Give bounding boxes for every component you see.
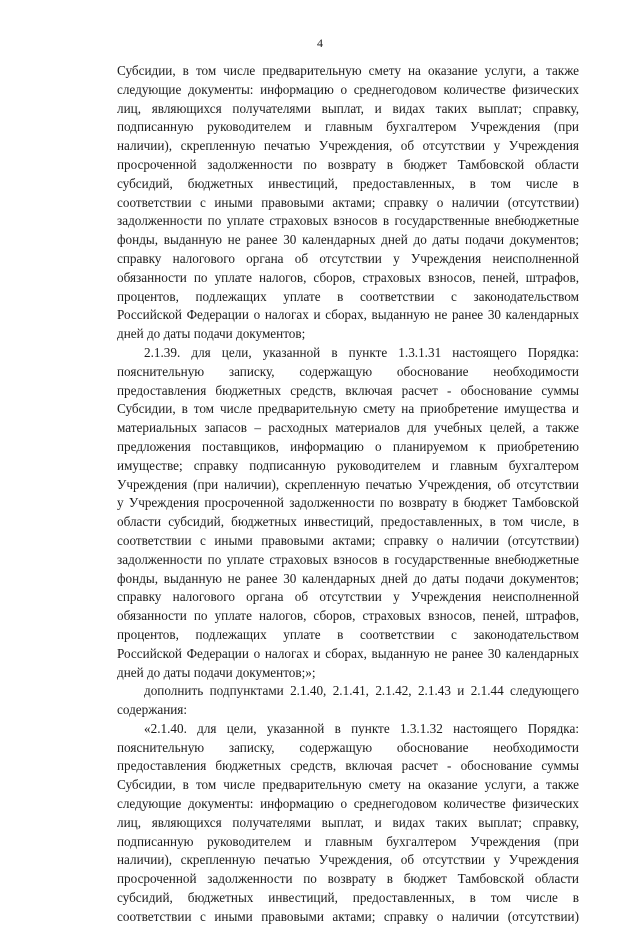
text-line: следующие документы: информацию о среднегодовом количестве физических [117,81,579,97]
text-line: подписанную руководителем и главным бухгалтером Учреждения (при [117,833,579,849]
text-line: дней до даты подачи документов; [117,326,306,342]
text-line: лиц, являющихся получателями выплат, и видах таких выплат; справку, [117,100,579,116]
text-line: 2.1.39. для цели, указанной в пункте 1.3.1.31 настоящего Порядка: [144,344,579,360]
text-line: соответствии с иными правовыми актами; справку о наличии (отсутствии) [117,532,579,548]
page-number: 4 [317,36,323,50]
text-line: просроченной задолженности по возврату в бюджет Тамбовской области [117,871,579,887]
text-line: содержания: [117,702,188,718]
text-line: обязанности по уплате налогов, сборов, страховых взносов, пеней, штрафов, [117,608,579,624]
text-line: справку налогового органа об отсутствии у Учреждения неисполненной [117,589,579,605]
text-line: материальных запасов – расходных материалов для учебных целей, а также [117,420,579,436]
text-line: имуществе; справку подписанную руководителем и главным бухгалтером [117,457,579,473]
text-line: предоставления бюджетных средств, включая расчет - обоснование суммы [117,382,579,398]
text-line: предложения поставщиков, информацию о планируемом к приобретению [117,438,579,454]
text-line: следующие документы: информацию о среднегодовом количестве физических [117,796,579,812]
body-text [117,62,579,927]
text-line: просроченной задолженности по возврату в бюджет Тамбовской области [117,156,579,172]
text-line: обязанности по уплате налогов, сборов, страховых взносов, пеней, штрафов, [117,269,579,285]
text-line: пояснительную записку, содержащую обоснование необходимости [117,363,579,379]
text-line: наличии), скрепленную печатью Учреждения, об отсутствии у Учреждения [117,852,579,868]
text-line: субсидий, бюджетных инвестиций, предоставленных, в том числе в [117,890,579,906]
text-line: справку налогового органа об отсутствии у Учреждения неисполненной [117,250,579,266]
text-line: пояснительную записку, содержащую обоснование необходимости [117,739,579,755]
text-line: наличии), скрепленную печатью Учреждения, об отсутствии у Учреждения [117,138,579,154]
text-line: субсидий, бюджетных инвестиций, предоставленных, в том числе в [117,175,579,191]
text-line: фонды, выданную не ранее 30 календарных дней до даты подачи документов; [117,570,579,586]
text-line: предоставления бюджетных средств, включая расчет - обоснование суммы [117,758,579,774]
text-line: подписанную руководителем и главным бухгалтером Учреждения (при [117,119,579,135]
text-line: соответствии с иными правовыми актами; справку о наличии (отсутствии) [117,194,579,210]
text-line: дополнить подпунктами 2.1.40, 2.1.41, 2.1.42, 2.1.43 и 2.1.44 следующего [144,683,579,699]
text-line: Российской Федерации о налогах и сборах, выданную не ранее 30 календарных [117,307,579,323]
text-line: задолженности по уплате страховых взносов в государственные внебюджетные [117,551,579,567]
text-line: дней до даты подачи документов;»; [117,664,316,680]
text-line: лиц, являющихся получателями выплат, и видах таких выплат; справку, [117,814,579,830]
text-line: задолженности по уплате страховых взносов в государственные внебюджетные [117,213,579,229]
text-line: Субсидии, в том числе предварительную смету на оказание услуги, а также [117,777,579,793]
text-line: соответствии с иными правовыми актами; справку о наличии (отсутствии) [117,908,579,924]
text-line: процентов, подлежащих уплате в соответствии с законодательством [117,288,579,304]
text-line: Субсидии, в том числе предварительную смету на оказание услуги, а также [117,63,579,78]
text-line: Субсидии, в том числе предварительную смету на приобретение имущества и [117,401,579,417]
text-line: фонды, выданную не ранее 30 календарных дней до даты подачи документов; [117,232,579,248]
text-line: области субсидий, бюджетных инвестиций, предоставленных, в том числе, в [117,514,579,530]
text-line: Российской Федерации о налогах и сборах, выданную не ранее 30 календарных [117,645,579,661]
text-line: Учреждения (при наличии), скрепленную печатью Учреждения, об отсутствии [117,476,579,492]
text-line: «2.1.40. для цели, указанной в пункте 1.3.1.32 настоящего Порядка: [144,720,579,736]
text-line: процентов, подлежащих уплате в соответствии с законодательством [117,626,579,642]
text-line: у Учреждения просроченной задолженности по возврату в бюджет Тамбовской [117,495,579,511]
